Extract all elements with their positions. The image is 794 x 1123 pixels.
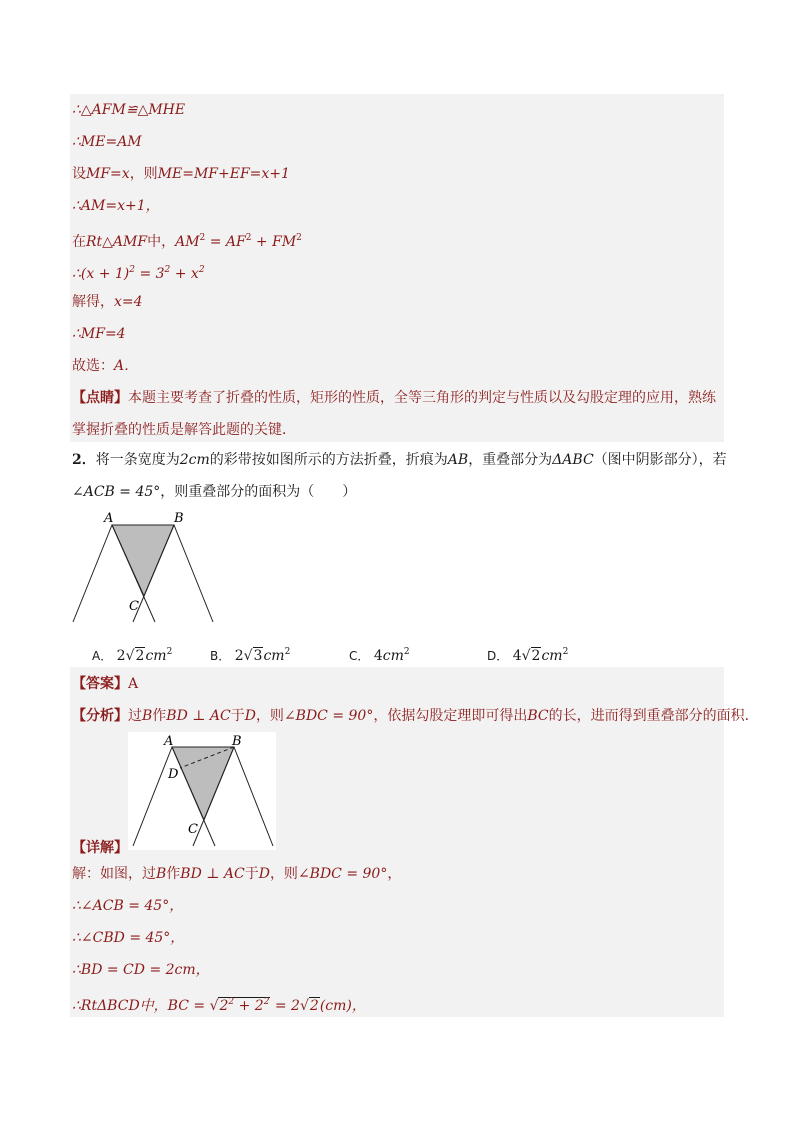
text: BC (527, 708, 549, 724)
ribbon-edge (234, 747, 273, 846)
text: 于 (230, 708, 245, 724)
option-coef: 2 (116, 648, 126, 664)
text: ∴RtΔBCD中， (72, 998, 168, 1014)
text: ∠BDC = 90° (297, 866, 388, 882)
option-unit: cm (541, 648, 563, 664)
text: ∠ACB = 45° (72, 484, 161, 500)
step-pythagoras (72, 228, 302, 252)
exponent: 2 (166, 647, 173, 657)
exponent: 2 (245, 233, 252, 243)
text: ，则 (255, 708, 284, 724)
text: x=4 (114, 294, 143, 310)
text: + FM (251, 234, 297, 250)
ribbon-edge (174, 525, 213, 622)
text: 本题主要考查了折叠的性质，矩形的性质，全等三角形的判定与性质以及勾股定理的应用，熟练 (128, 390, 716, 406)
point-label-c: C (129, 599, 139, 614)
text: AB (447, 452, 469, 468)
text: + x (170, 266, 199, 282)
detail-line-1 (72, 864, 401, 884)
detail-tag: 【详解】 (72, 840, 128, 856)
text: 解：如图，过 (72, 866, 156, 882)
exponent: 2 (284, 647, 291, 657)
option-root: 3 (253, 648, 263, 664)
text: 设 (72, 166, 86, 182)
text: ， (387, 866, 402, 882)
detail-line-4: ∴BD = CD = 2cm， (72, 962, 210, 978)
text: 于 (244, 866, 259, 882)
analysis-line (72, 706, 759, 726)
option-unit: cm (145, 648, 167, 664)
point-label-b: B (174, 511, 184, 526)
text: ∠BDC = 90° (283, 708, 374, 724)
text: D (244, 708, 256, 724)
option-coef: 4 (512, 648, 522, 664)
detail-line-3: ∴∠CBD = 45°， (72, 930, 185, 946)
step-choice (72, 356, 138, 376)
text: 过 (128, 708, 142, 724)
text: （图中阴影部分），若 (593, 452, 727, 468)
folded-ribbon-figure (68, 508, 228, 626)
option-unit: cm (382, 648, 404, 664)
radicand: 2 (309, 998, 319, 1014)
text: = 3 (135, 266, 165, 282)
text: BC = (167, 998, 210, 1014)
text: MF=x (86, 166, 130, 182)
text: 的彩带按如图所示的方法折叠，折痕为 (209, 452, 448, 468)
text: B (156, 866, 167, 882)
option-root: 2 (531, 648, 541, 664)
text: ，则 (269, 866, 298, 882)
text: (cm)， (319, 998, 366, 1014)
option-unit: cm (263, 648, 285, 664)
step-let-x (72, 164, 290, 184)
text: ΔABC (552, 452, 594, 468)
text: = AF (205, 234, 246, 250)
radicand: $2^2 + 2^2$ (219, 997, 270, 1014)
option-letter: B． (210, 649, 231, 663)
question-2-line-2 (72, 482, 356, 502)
option-letter: A． (92, 649, 113, 663)
step-equation (72, 260, 205, 284)
option-root: 2 (135, 648, 145, 664)
overlap-triangle (112, 525, 174, 596)
option-d[interactable]: D． $4√2cm^2$ (487, 647, 569, 664)
option-coef: 4 (373, 648, 383, 664)
exponent: 2 (198, 265, 205, 275)
exponent: 2 (199, 233, 206, 243)
point-label-d: D (168, 767, 179, 782)
exponent: 2 (164, 265, 171, 275)
text: 作 (166, 866, 181, 882)
text: 2cm (179, 452, 210, 468)
answer-tag: 【答案】 (72, 676, 128, 692)
text: A． (114, 358, 139, 374)
text: 中， (147, 234, 176, 250)
text: 故选： (72, 358, 114, 374)
text: 在 (72, 234, 86, 250)
step-solve (72, 292, 143, 312)
detail-line-5: ∴RtΔBCD中，BC = $√2^2 + 2^2 = 2√2(cm)$， (72, 997, 366, 1014)
text: ME=MF+EF=x+1 (157, 166, 290, 182)
detail-tag-line (72, 838, 128, 858)
point-label-a: A (164, 734, 174, 749)
text: ，重叠部分为 (468, 452, 553, 468)
answer-value: A (128, 676, 139, 692)
answer-line (72, 674, 138, 694)
step-congruent: ∴△AFM≌△MHE (72, 102, 186, 118)
detail-line-2: ∴∠ACB = 45°， (72, 898, 184, 914)
option-a[interactable]: A． $2√2cm^2$ (92, 647, 173, 664)
text: 作 (152, 708, 167, 724)
comment-line-1 (72, 388, 716, 408)
text: ，依据勾股定理即可得出 (373, 708, 528, 724)
folded-ribbon-figure-with-d (128, 732, 276, 850)
text: ，则重叠部分的面积为（ ） (160, 484, 357, 500)
exponent: 2 (562, 647, 569, 657)
ribbon-edge (133, 747, 172, 846)
overlap-triangle (172, 747, 234, 820)
step-mf: ∴MF=4 (72, 326, 126, 342)
exponent: 2 (403, 647, 410, 657)
option-b[interactable]: B． $2√3cm^2$ (210, 647, 291, 664)
text: 的长，进而得到重叠部分的面积． (548, 708, 759, 724)
step-me-am: ∴ME=AM (72, 134, 142, 150)
text: = 2 (270, 998, 300, 1014)
option-letter: C． (349, 649, 370, 663)
option-coef: 2 (234, 648, 244, 664)
text: AM (175, 234, 200, 250)
point-label-b: B (232, 734, 242, 749)
text: ∴(x + 1) (72, 266, 130, 282)
point-label-a: A (104, 511, 114, 526)
text: B (142, 708, 153, 724)
ribbon-edge (73, 525, 112, 622)
comment-tag: 【点睛】 (72, 390, 128, 406)
text: ，则 (129, 166, 158, 182)
step-am: ∴AM=x+1， (72, 198, 160, 214)
text: BD ⊥ AC (166, 708, 231, 724)
point-label-c: C (188, 822, 198, 837)
analysis-tag: 【分析】 (72, 708, 128, 724)
text: D (258, 866, 270, 882)
text: 将一条宽度为 (95, 452, 180, 468)
comment-line-2: 掌握折叠的性质是解答此题的关键． (72, 422, 296, 438)
option-c[interactable] (349, 642, 410, 666)
option-letter: D． (487, 649, 509, 663)
text: BD ⊥ AC (180, 866, 245, 882)
question-number: 2． (72, 452, 96, 468)
text: Rt△AMF (86, 234, 148, 250)
question-2-line-1 (72, 450, 727, 470)
exponent: 2 (129, 265, 135, 275)
text: 解得， (72, 294, 114, 310)
exponent: 2 (296, 233, 302, 243)
